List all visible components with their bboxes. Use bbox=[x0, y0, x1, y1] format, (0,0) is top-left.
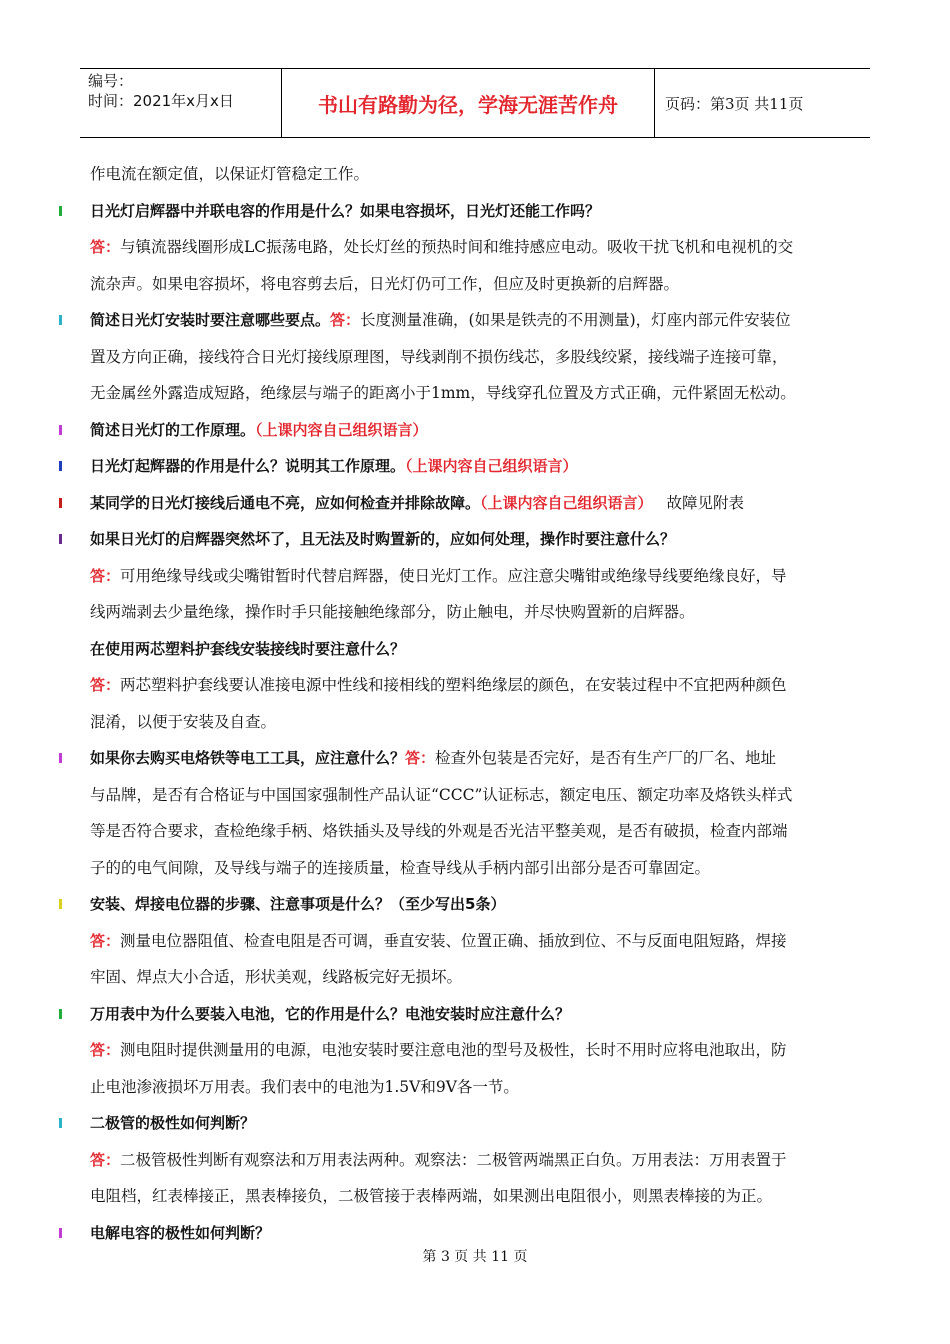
answer-line bbox=[90, 229, 860, 266]
question: 日光灯起辉器的作用是什么？说明其工作原理。 bbox=[90, 457, 406, 475]
bullet-icon bbox=[59, 1009, 62, 1019]
extra-text: 故障见附表 bbox=[666, 493, 745, 512]
answer-label: 答： bbox=[90, 931, 121, 950]
text-line: 与品牌，是否有合格证与中国国家强制性产品认证“CCC”认证标志，额定电压、额定功率及烙铁头样式 bbox=[90, 785, 793, 804]
question-line bbox=[90, 996, 860, 1033]
number-label: 编号： bbox=[88, 72, 134, 90]
question: 如果你去购买电烙铁等电工工具，应注意什么？ bbox=[90, 749, 406, 767]
document-body bbox=[90, 156, 860, 1251]
text-line: 牢固、焊点大小合适，形状美观，线路板完好无损坏。 bbox=[90, 968, 463, 986]
answer-label: 答： bbox=[405, 749, 436, 767]
bullet-icon bbox=[59, 534, 62, 544]
text-line: 混淆，以便于安装及自查。 bbox=[90, 712, 277, 731]
answer-text: 长度测量准确，(如果是铁壳的不用测量)，灯座内部元件安装位 bbox=[360, 311, 791, 329]
question: 安装、焊接电位器的步骤、注意事项是什么？（至少写出5条） bbox=[90, 895, 506, 913]
bullet-icon bbox=[59, 1228, 62, 1238]
note: （上课内容自己组织语言） bbox=[480, 493, 653, 512]
bullet-icon bbox=[59, 206, 62, 216]
bullet-icon bbox=[59, 461, 62, 471]
answer-line bbox=[90, 923, 860, 960]
bullet-icon bbox=[59, 899, 62, 909]
question: 如果日光灯的启辉器突然坏了，且无法及时购置新的，应如何处理，操作时要注意什么？ bbox=[90, 530, 676, 548]
answer-line bbox=[90, 558, 860, 595]
answer-line bbox=[90, 1142, 860, 1179]
header-meta bbox=[80, 69, 282, 137]
text-line: 流杂声。如果电容损坏，将电容剪去后，日光灯仍可工作，但应及时更换新的启辉器。 bbox=[90, 274, 680, 293]
answer-text: 两芯塑料护套线要认准接电源中性线和接相线的塑料绝缘层的颜色，在安装过程中不宜把两种颜色 bbox=[120, 676, 787, 694]
bullet-icon bbox=[59, 753, 62, 763]
header-motto: 书山有路勤为径，学海无涯苦作舟 bbox=[282, 69, 655, 137]
question: 万用表中为什么要装入电池，它的作用是什么？电池安装时应注意什么？ bbox=[90, 1004, 571, 1023]
question: 二极管的极性如何判断？ bbox=[90, 1114, 256, 1132]
note: （上课内容自己组织语言） bbox=[255, 420, 428, 439]
question-line bbox=[90, 1105, 860, 1142]
text-line: 子的的电气间隙，及导线与端子的连接质量，检查导线从手柄内部引出部分是否可靠固定。 bbox=[90, 858, 711, 877]
answer-text: 测量电位器阻值、检查电阻是否可调，垂直安装、位置正确、插放到位、不与反面电阻短路，焊接 bbox=[120, 931, 787, 950]
question-line bbox=[90, 485, 860, 522]
answer-text: 可用绝缘导线或尖嘴钳暂时代替启辉器，使日光灯工作。应注意尖嘴钳或绝缘导线要绝缘良好，导 bbox=[120, 566, 787, 585]
question-line bbox=[90, 521, 860, 558]
bullet-icon bbox=[59, 498, 62, 508]
page-footer: 第 3 页 共 11 页 bbox=[422, 1249, 528, 1265]
question-line bbox=[90, 412, 860, 449]
time-label: 时间：2021年x月x日 bbox=[88, 92, 234, 110]
question-line bbox=[90, 302, 860, 339]
question: 简述日光灯的工作原理。 bbox=[90, 420, 256, 439]
answer-text: 二极管极性判断有观察法和万用表法两种。观察法：二极管两端黑正白负。万用表法：万用表置于 bbox=[120, 1150, 787, 1169]
header-page-info: 页码：第3页 共11页 bbox=[665, 94, 804, 113]
bullet-icon bbox=[59, 425, 62, 435]
text-line: 置及方向正确，接线符合日光灯接线原理图，导线剥削不损伤线芯，多股线绞紧，接线端子连接可靠， bbox=[90, 347, 788, 366]
text-line: 止电池渗液损坏万用表。我们表中的电池为1.5V和9V各一节。 bbox=[90, 1077, 519, 1096]
question-line bbox=[90, 740, 860, 777]
question: 简述日光灯安装时要注意哪些要点。 bbox=[90, 311, 331, 329]
answer-line bbox=[90, 1032, 860, 1069]
text-line: 作电流在额定值，以保证灯管稳定工作。 bbox=[90, 165, 370, 183]
text-line: 等是否符合要求，查检绝缘手柄、烙铁插头及导线的外观是否光洁平整美观，是否有破损，检查内部端 bbox=[90, 822, 788, 840]
answer-label: 答： bbox=[90, 238, 121, 256]
question-line bbox=[90, 448, 860, 485]
answer-label: 答： bbox=[90, 1041, 121, 1059]
question-line bbox=[90, 886, 860, 923]
answer-label: 答： bbox=[330, 311, 361, 329]
question: 在使用两芯塑料护套线安装接线时要注意什么？ bbox=[90, 639, 406, 658]
text-line: 无金属丝外露造成短路，绝缘层与端子的距离小于1mm，导线穿孔位置及方式正确，元件紧固无松动。 bbox=[90, 384, 796, 402]
question: 日光灯启辉器中并联电容的作用是什么？如果电容损坏，日光灯还能工作吗？ bbox=[90, 201, 601, 220]
question-line bbox=[90, 631, 860, 668]
question: 某同学的日光灯接线后通电不亮，应如何检查并排除故障。 bbox=[90, 493, 481, 512]
answer-label: 答： bbox=[90, 1150, 121, 1169]
answer-line bbox=[90, 667, 860, 704]
answer-text: 与镇流器线圈形成LC振荡电路，处长灯丝的预热时间和维持感应电动。吸收干扰飞机和电视机的交 bbox=[120, 238, 794, 256]
note: （上课内容自己组织语言） bbox=[405, 457, 578, 475]
page-header bbox=[80, 68, 870, 138]
answer-text: 检查外包装是否完好，是否有生产厂的厂名、地址 bbox=[435, 749, 777, 767]
bullet-icon bbox=[59, 315, 62, 325]
answer-label: 答： bbox=[90, 566, 121, 585]
question-line bbox=[90, 193, 860, 230]
bullet-icon bbox=[59, 1118, 62, 1128]
answer-text: 测电阻时提供测量用的电源，电池安装时要注意电池的型号及极性，长时不用时应将电池取出，防 bbox=[120, 1041, 787, 1059]
question: 电解电容的极性如何判断？ bbox=[90, 1223, 271, 1242]
text-line: 线两端剥去少量绝缘，操作时手只能接触绝缘部分，防止触电，并尽快购置新的启辉器。 bbox=[90, 603, 695, 621]
answer-label: 答： bbox=[90, 676, 121, 694]
text-line: 电阻档，红表棒接正，黑表棒接负，二极管接于表棒两端，如果测出电阻很小，则黑表棒接的为正。 bbox=[90, 1187, 773, 1205]
